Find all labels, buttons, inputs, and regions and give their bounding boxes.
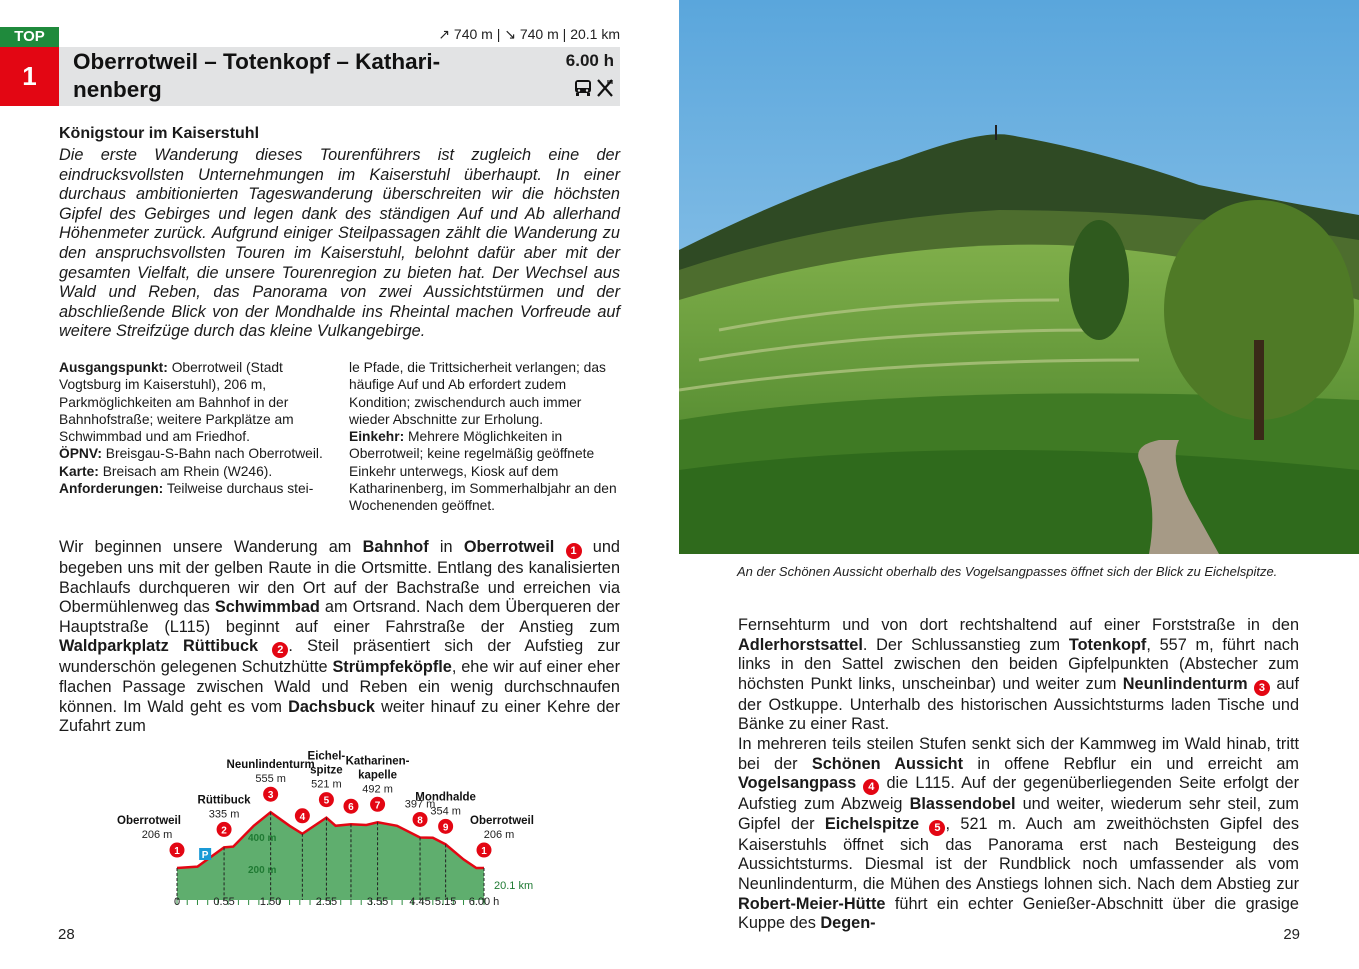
waypoint-elevation: 397 m <box>404 798 436 811</box>
info-label-map: Karte: <box>59 463 99 479</box>
tour-duration: 6.00 h <box>565 51 614 70</box>
time-axis-label: 3.55 <box>366 896 389 908</box>
page-number-right: 29 <box>1283 926 1300 943</box>
parking-icon-label: P <box>201 850 209 861</box>
bus-icon <box>573 78 593 98</box>
waypoint-marker: 1 <box>566 543 582 559</box>
waypoint-name: spitze <box>310 764 343 777</box>
photo-illustration <box>679 0 1359 554</box>
waypoint-marker: 4 <box>863 779 879 795</box>
waypoint-name: Eichel- <box>307 750 346 763</box>
title-bar <box>59 47 620 106</box>
landscape-photo <box>679 0 1359 554</box>
waypoint-marker: 2 <box>272 642 288 658</box>
time-axis-label: 4.45 <box>409 896 431 908</box>
time-axis-label: 5.15 <box>434 896 457 908</box>
time-axis-label: 2.55 <box>315 896 338 908</box>
waypoint-name: Oberrotweil <box>470 815 534 828</box>
waypoint-marker: 5 <box>929 820 945 836</box>
waypoint-elevation: 206 m <box>483 829 515 842</box>
waypoint-elevation: 555 m <box>255 773 286 786</box>
route-description-left: Wir beginnen unsere Wanderung am Bahnhof in Oberrotweil 1 und begeben uns mit der gelben Raute in die Ortsmitte. Entlang des kanalisierten Bachlaufs durchqueren wir den Ort auf der Bachstraße und erreichen via Obermühlenweg das Schwimmbad am Ortsrand. Nach dem Überqueren der Hauptstraße (L115) beginnt auf einer Fahrstraße der Anstieg zum Waldparkplatz Rüttibuck 2 . Steil präsentiert sich der Aufstieg zur wunderschön gelegenen Schutzhütte Strümpfeköpfle, ehe wir auf einer eher flachen Passage zwischen Wald und Reben ein wenig durchschnaufen können. Im Wald geht es vom Dachsbuck weiter hinauf zu einer Kehre der Zufahrt zum <box>59 538 621 736</box>
elevation-label: 400 m <box>248 833 277 844</box>
waypoint-number: 8 <box>417 815 423 827</box>
info-column-right <box>349 359 624 515</box>
waypoint-name: kapelle <box>358 769 398 782</box>
waypoint-number: 4 <box>299 811 306 823</box>
waypoint-number: 2 <box>221 825 227 837</box>
tour-title <box>73 48 493 104</box>
right-page <box>679 0 1359 969</box>
top-badge: TOP <box>0 27 59 47</box>
photo-caption: An der Schönen Aussicht oberhalb des Vogelsangpasses öffnet sich der Blick zu Eichelspitze. <box>737 564 1278 579</box>
waypoint-name: Rüttibuck <box>197 794 251 807</box>
page-number-left: 28 <box>58 926 75 943</box>
info-transit: Breisgau-S-Bahn nach Oberrotweil. <box>105 446 323 462</box>
info-refreshment: Mehrere Möglichkeiten in Oberrotweil; keine regelmäßig geöffnete Einkehr unterwegs, Kiosk auf dem Katharinenberg, im Sommerhalbjahr an den Wochenenden geöffnet. <box>349 429 617 514</box>
waypoint-name: Oberrotweil <box>117 815 181 828</box>
time-axis-label: 0 <box>173 896 181 908</box>
left-page <box>0 0 679 969</box>
info-requirements-start: Teilweise durchaus stei- <box>166 481 314 497</box>
info-start: Oberrotweil (Stadt Vogtsburg im Kaiserstuhl), 206 m, Parkmöglichkeiten am Bahnhof in der Bahnhofstraße; weitere Parkplätze am Schwimmbad und am Friedhof. <box>59 360 294 445</box>
waypoint-number: 1 <box>174 846 180 858</box>
info-requirements-cont: le Pfade, die Trittsicherheit verlangen; das häufige Auf und Ab erfordert zudem Kondition; zwischendurch auch immer wieder Abschnitte zur Erholung. <box>349 360 606 427</box>
time-axis-label: 0.55 <box>213 896 235 908</box>
waypoint-number: 6 <box>348 802 354 814</box>
waypoint-name: Mondhalde <box>415 791 476 804</box>
waypoint-elevation: 335 m <box>208 808 240 821</box>
info-label-refreshment: Einkehr: <box>349 429 405 445</box>
waypoint-elevation: 354 m <box>430 805 461 818</box>
tour-number-badge: 1 <box>0 47 59 106</box>
waypoint-marker: 3 <box>1254 680 1270 696</box>
distance-label: 20.1 km <box>494 880 534 892</box>
time-axis-label: 6.00 h <box>468 896 500 908</box>
waypoint-name: Neunlindenturm <box>226 759 315 772</box>
info-column-left <box>59 359 334 497</box>
tour-subtitle: Königstour im Kaiserstuhl <box>59 125 260 142</box>
tour-title-line1: Oberrotweil – Totenkopf – Kathari- <box>73 49 441 74</box>
time-axis-label: 1.50 <box>259 896 282 908</box>
waypoint-elevation: 492 m <box>362 783 393 796</box>
info-label-requirements: Anforderungen: <box>59 481 164 497</box>
waypoint-number: 3 <box>267 790 274 802</box>
route-description-right: Fernsehturm und von dort rechtshaltend auf einer Forststraße in den Adlerhorstsattel. Der Schlussanstieg zum Totenkopf, 557 m, führt nach links in den Sattel zwischen den beiden Gipfelpunkten (Abstecher zum höchsten Punkt links, unscheinbar) und weiter zum Neunlindenturm 3 auf der Ostkuppe. Unterhalb des historischen Aussichtsturms laden Tische und Bänke zu einer Rast. In mehreren teils steilen Stufen senkt sich der Kammweg im Wald hinab, tritt bei der Schönen Aussicht in offene Rebflur ein und erreicht am Vogelsangpass 4 die L115. Auf der gegenüberliegenden Seite erfolgt der Aufstieg zum Abzweig Blassendobel und weiter, wiederum sehr steil, zum Gipfel der Eichelspitze 5 , 521 m. Auch am zweithöchsten Gipfel des Kaiserstuhls öffnet sich das Panorama erst nach Besteigung des Aussichtsturms. Diesmal ist der Rundblick noch umfassender als vom Neunlindenturm, die Mühen des Anstiegs lohnen sich. Nach dem Abstieg zur Robert-Meier-Hütte führt ein echter Genießer-Abschnitt über die grasige Kuppe des Degen- <box>738 616 1299 933</box>
tour-icons <box>573 78 614 98</box>
waypoint-number: 9 <box>442 822 449 834</box>
restaurant-icon <box>596 78 614 98</box>
waypoint-name: Katharinen- <box>345 755 410 768</box>
tour-intro: Die erste Wanderung dieses Tourenführers ist zugleich eine der eindrucksvollsten Unternehmungen im Kaiserstuhl überhaupt. In einer durchaus ambitionierten Tageswanderung überschreiten wir die höchsten Gipfel des Gebirges und legen dank des ständigen Auf und Ab allerhand Höhenmeter zurück. Aufgrund einiger Steilpassagen zählt die Wanderung zu den anspruchsvollsten Touren im Kaiserstuhl, belohnt dafür aber mit der gesamten Vielfalt, die unsere Tourenregion zu bieten hat. Der Wechsel aus Wald und Reben, das Panorama von zwei Aussichtstürmen und der abschließende Blick von der Mondhalde ins Rheintal machen Vorfreude auf weitere Streifzüge durch das kleine Vulkangebirge. <box>59 146 620 341</box>
info-label-transit: ÖPNV: <box>59 446 102 462</box>
elevation-label: 200 m <box>248 865 277 876</box>
info-map: Breisach am Rhein (W246). <box>102 463 273 479</box>
tour-stats: ↗ 740 m | ↘ 740 m | 20.1 km <box>438 26 620 42</box>
elevation-profile <box>100 735 570 915</box>
elevation-profile-chart <box>100 735 570 915</box>
waypoint-number: 5 <box>323 795 330 807</box>
waypoint-number: 1 <box>481 846 487 858</box>
tour-title-line2: nenberg <box>73 77 162 102</box>
waypoint-elevation: 521 m <box>311 778 342 791</box>
info-label-start: Ausgangspunkt: <box>59 360 168 375</box>
waypoint-number: 7 <box>374 800 381 812</box>
waypoint-elevation: 206 m <box>141 829 173 842</box>
